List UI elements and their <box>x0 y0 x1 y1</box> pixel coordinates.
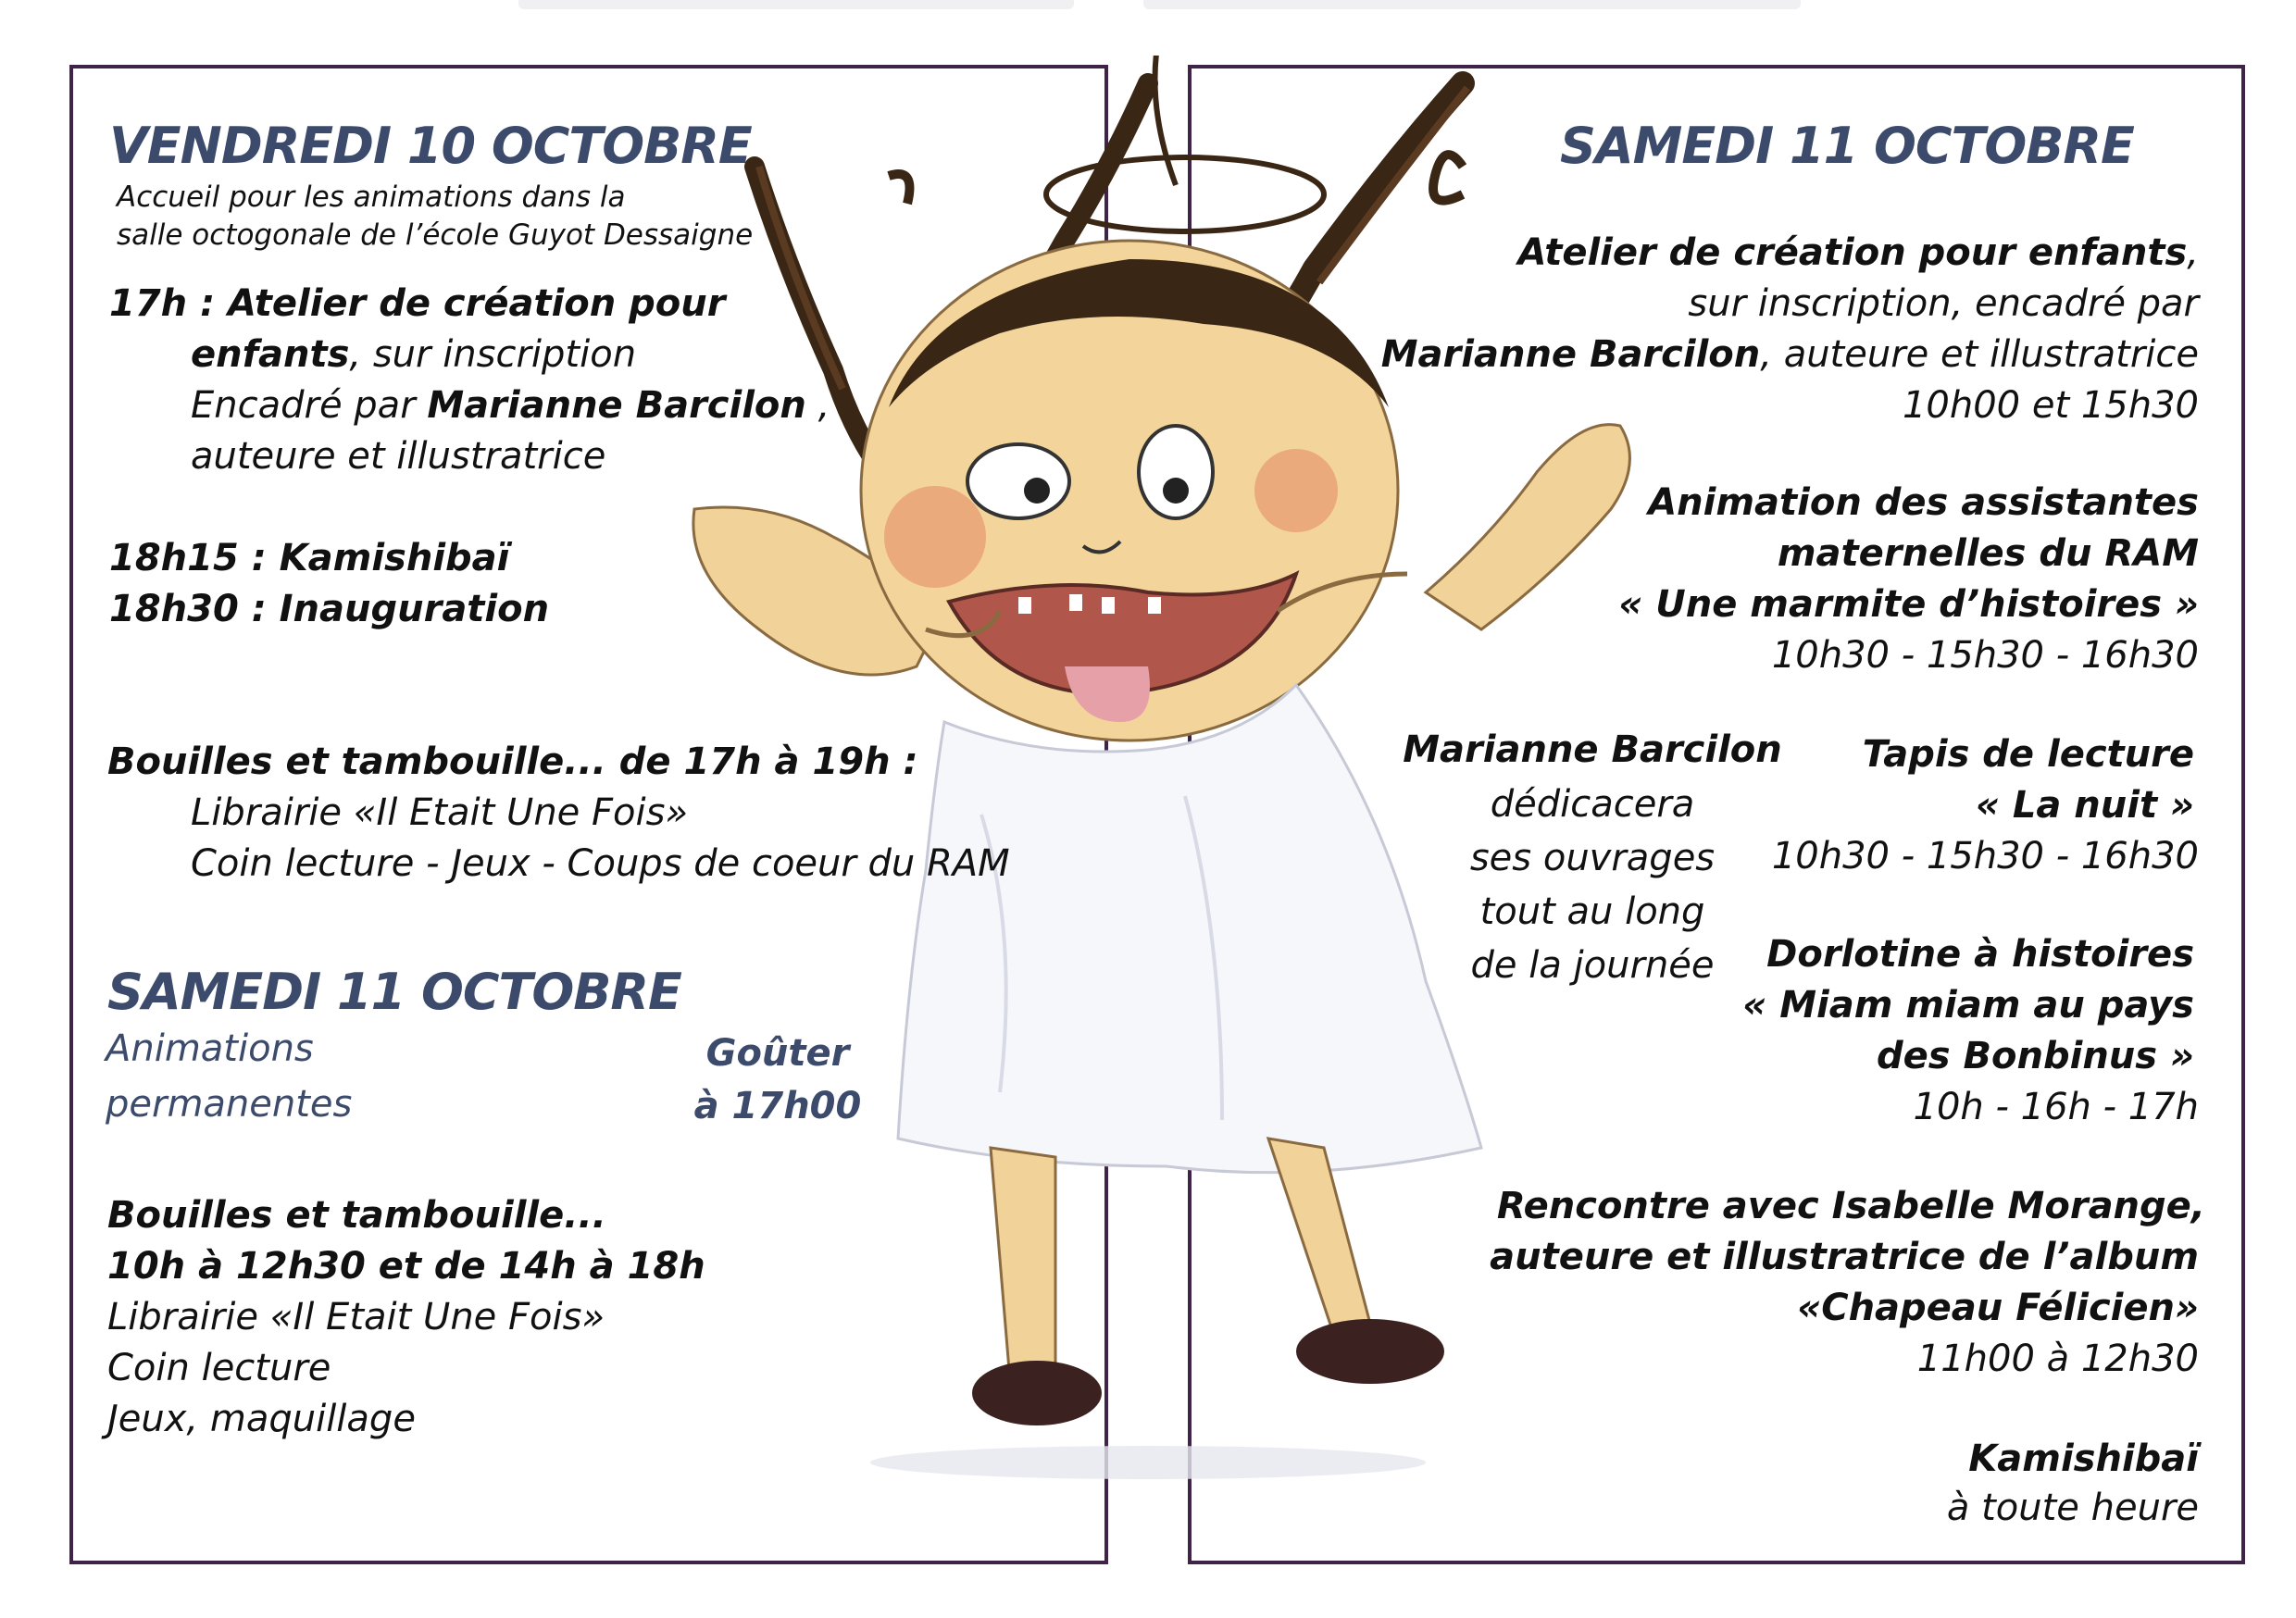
top-bar-right <box>1143 0 1801 9</box>
right-atelier-role: , auteure et illustratrice <box>1760 333 2199 376</box>
atelier-encadre: Encadré par <box>191 384 428 427</box>
rencontre-line-3: «Chapeau Félicien» <box>1797 1287 2199 1329</box>
right-atelier-title: Atelier de création pour enfants <box>1517 231 2188 274</box>
right-atelier-line-3 <box>1381 333 2199 376</box>
bouilles-line-1: Librairie «Il Etait Une Fois» <box>191 791 689 834</box>
atelier-enfants: enfants <box>191 333 350 376</box>
dorlotine-line-1: Dorlotine à histoires <box>1766 933 2194 976</box>
dedicace-line-1: dédicacera <box>1490 783 1695 826</box>
dorlotine-line-3: des Bonbinus » <box>1877 1035 2194 1077</box>
kamishibai-time: 18h15 : Kamishibaï <box>109 537 510 579</box>
sat-bouilles-line-1: Bouilles et tambouille... <box>107 1194 606 1237</box>
dedicace-line-3: tout au long <box>1479 890 1705 933</box>
ram-line-3: « Une marmite d’histoires » <box>1618 583 2199 626</box>
gouter-line-1: Goûter <box>705 1032 850 1075</box>
right-atelier-comma: , <box>2187 231 2199 274</box>
rencontre-line-1: Rencontre avec Isabelle Morange, <box>1496 1185 2205 1227</box>
right-heading-saturday: SAMEDI 11 OCTOBRE <box>1560 117 2134 175</box>
rencontre-line-2: auteure et illustratrice de l’album <box>1490 1236 2199 1278</box>
right-atelier-author: Marianne Barcilon <box>1380 333 1761 376</box>
right-atelier-line-2: sur inscription, encadré par <box>1688 282 2199 325</box>
accueil-line-2: salle octogonale de l’école Guyot Dessaigne <box>117 218 754 252</box>
left-heading-friday: VENDREDI 10 OCTOBRE <box>109 117 752 175</box>
kamishibai-note: à toute heure <box>1946 1487 2199 1529</box>
accueil-line-1: Accueil pour les animations dans la <box>117 180 626 214</box>
top-bar-left <box>518 0 1074 9</box>
rencontre-times: 11h00 à 12h30 <box>1916 1338 2199 1380</box>
right-atelier-line-1 <box>1517 231 2199 274</box>
tapis-times: 10h30 - 15h30 - 16h30 <box>1771 835 2199 877</box>
sat-bouilles-line-2: 10h à 12h30 et de 14h à 18h <box>107 1245 705 1288</box>
tapis-line-2: « La nuit » <box>1975 784 2194 827</box>
animations-line-1: Animations <box>106 1027 314 1070</box>
atelier-comma: , <box>805 384 830 427</box>
gouter-line-2: à 17h00 <box>693 1085 862 1127</box>
atelier-title: 17h : Atelier de création pour <box>109 282 726 325</box>
kamishibai-title: Kamishibaï <box>1968 1438 2199 1480</box>
bouilles-heading: Bouilles et tambouille... de 17h à 19h : <box>107 741 918 783</box>
dedicace-line-4: de la journée <box>1470 944 1715 987</box>
dedicace-line-2: ses ouvrages <box>1469 837 1716 879</box>
dorlotine-times: 10h - 16h - 17h <box>1913 1086 2199 1128</box>
sat-coin-lecture: Coin lecture <box>107 1347 331 1389</box>
inauguration-time: 18h30 : Inauguration <box>109 588 550 630</box>
right-atelier-times: 10h00 et 15h30 <box>1902 384 2199 427</box>
left-heading-saturday: SAMEDI 11 OCTOBRE <box>107 963 681 1021</box>
sat-jeux: Jeux, maquillage <box>107 1398 416 1440</box>
atelier-author: Marianne Barcilon <box>427 384 806 427</box>
animations-line-2: permanentes <box>106 1083 353 1126</box>
tapis-line-1: Tapis de lecture <box>1862 733 2194 776</box>
dedicace-name: Marianne Barcilon <box>1403 728 1782 771</box>
bouilles-line-2: Coin lecture - Jeux - Coups de coeur du RAM <box>191 842 1010 885</box>
atelier-line-2 <box>191 333 636 376</box>
sat-librairie: Librairie «Il Etait Une Fois» <box>107 1296 605 1338</box>
atelier-inscription: , sur inscription <box>349 333 637 376</box>
ram-times: 10h30 - 15h30 - 16h30 <box>1771 634 2199 677</box>
atelier-line-4: auteure et illustratrice <box>191 435 606 478</box>
dorlotine-line-2: « Miam miam au pays <box>1742 984 2194 1027</box>
ram-line-1: Animation des assistantes <box>1648 481 2199 524</box>
atelier-line-3 <box>191 384 830 427</box>
ram-line-2: maternelles du RAM <box>1777 532 2199 575</box>
